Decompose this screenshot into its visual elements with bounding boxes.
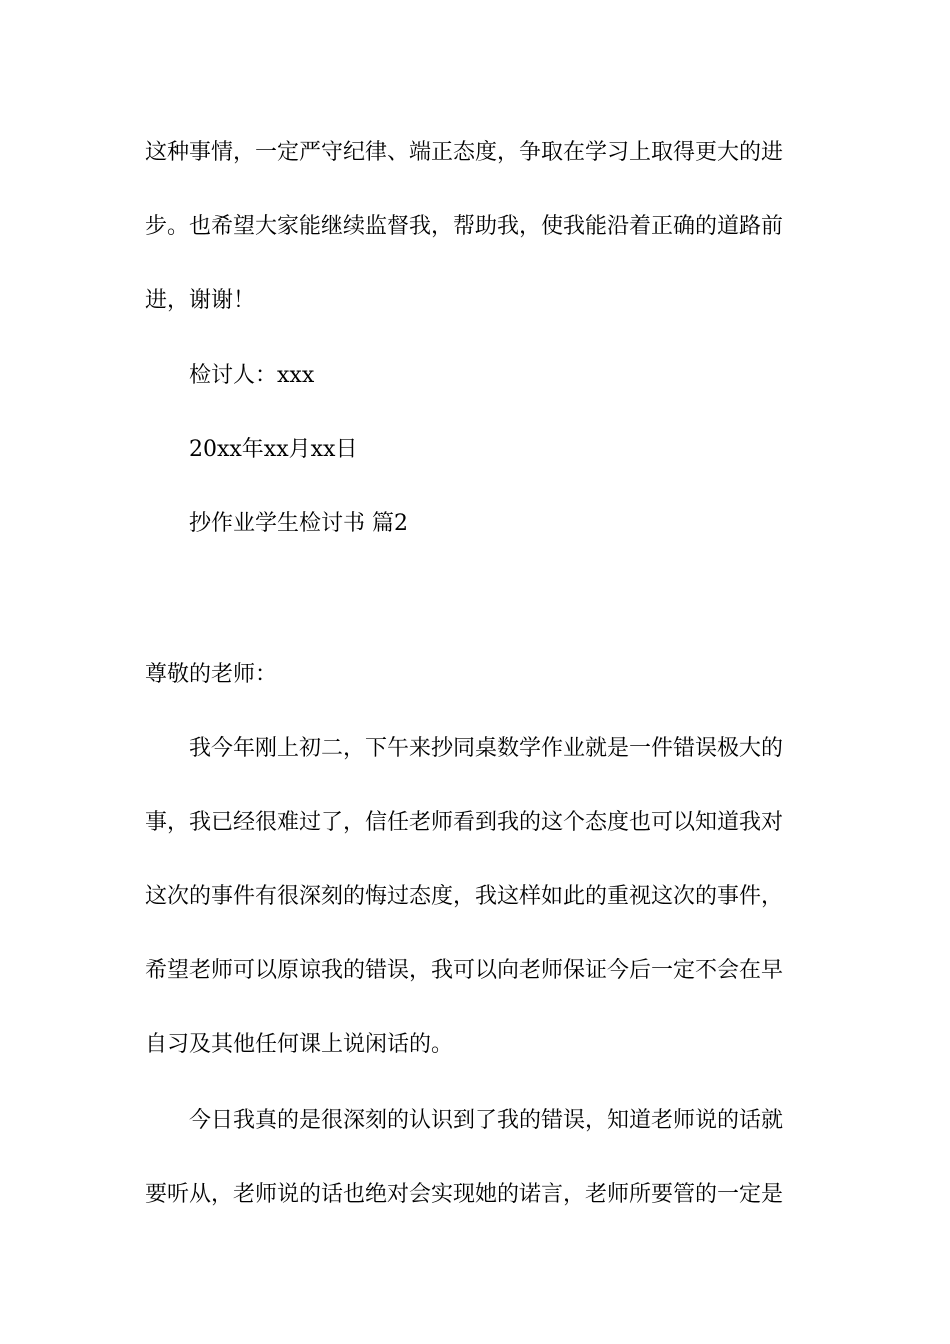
salutation: 尊敬的老师： (145, 662, 278, 687)
section-title: 抄作业学生检讨书 篇2 (189, 511, 408, 536)
paragraph-line: 进，谢谢！ (145, 288, 256, 313)
paragraph-line: 这次的事件有很深刻的悔过态度，我这样如此的重视这次的事件， (145, 884, 784, 909)
paragraph-line: 要听从，老师说的话也绝对会实现她的诺言，老师所要管的一定是 (145, 1182, 784, 1207)
paragraph-line: 我今年刚上初二，下午来抄同桌数学作业就是一件错误极大的 (189, 736, 784, 761)
paragraph-line: 这种事情，一定严守纪律、端正态度，争取在学习上取得更大的进 (145, 140, 784, 165)
date-line: 20xx年xx月xx日 (189, 437, 358, 462)
paragraph-line: 自习及其他任何课上说闲话的。 (145, 1032, 454, 1057)
signer-line: 检讨人：xxx (189, 363, 315, 388)
paragraph-line: 今日我真的是很深刻的认识到了我的错误，知道老师说的话就 (189, 1108, 784, 1133)
paragraph-line: 希望老师可以原谅我的错误，我可以向老师保证今后一定不会在早 (145, 958, 784, 983)
paragraph-line: 事，我已经很难过了，信任老师看到我的这个态度也可以知道我对 (145, 810, 784, 835)
paragraph-line: 步。也希望大家能继续监督我，帮助我，使我能沿着正确的道路前 (145, 214, 784, 239)
